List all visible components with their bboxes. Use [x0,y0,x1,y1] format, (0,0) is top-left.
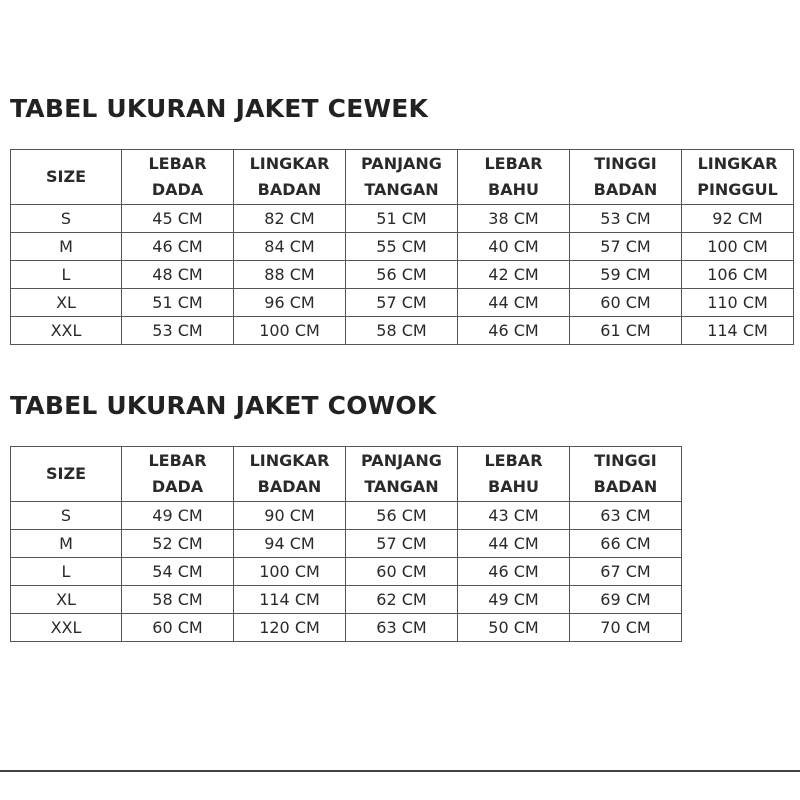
measurement-cell: 114 CM [234,586,346,614]
measurement-cell: 60 CM [570,289,682,317]
measurement-cell: 52 CM [122,530,234,558]
measurement-cell: 100 CM [682,233,794,261]
measurement-cell: 43 CM [458,502,570,530]
size-cell: M [11,530,122,558]
measurement-cell: 96 CM [234,289,346,317]
measurement-cell: 56 CM [346,502,458,530]
measurement-cell: 100 CM [234,558,346,586]
measurement-cell: 100 CM [234,317,346,345]
measurement-cell: 69 CM [570,586,682,614]
measurement-cell: 62 CM [346,586,458,614]
column-header-line: DADA [151,180,204,199]
measurement-cell: 84 CM [234,233,346,261]
size-cell: S [11,205,122,233]
measurement-cell: 44 CM [458,530,570,558]
measurement-cell: 44 CM [458,289,570,317]
column-header-line: BAHU [488,180,539,199]
table-row [11,261,794,289]
table-row [11,205,794,233]
measurement-cell: 82 CM [234,205,346,233]
measurement-cell: 45 CM [122,205,234,233]
column-header-line: DADA [151,477,204,496]
size-cell: XL [11,289,122,317]
table-row [11,530,682,558]
column-header [122,447,234,502]
column-header-line: BADAN [593,180,658,199]
column-header [346,150,458,205]
column-header-line: BADAN [593,477,658,496]
column-header [11,447,122,502]
size-table-cowok [10,446,682,642]
measurement-cell: 56 CM [346,261,458,289]
column-header [11,150,122,205]
column-header-line: SIZE [45,464,86,483]
measurement-cell: 38 CM [458,205,570,233]
measurement-cell: 70 CM [570,614,682,642]
measurement-cell: 53 CM [570,205,682,233]
measurement-cell: 92 CM [682,205,794,233]
measurement-cell: 51 CM [346,205,458,233]
title-jaket-cowok: TABEL UKURAN JAKET COWOK [10,391,437,420]
table-row [11,233,794,261]
column-header-line: PANJANG [361,154,442,173]
header-row [11,447,682,502]
measurement-cell: 63 CM [346,614,458,642]
measurement-cell: 54 CM [122,558,234,586]
measurement-cell: 50 CM [458,614,570,642]
column-header-line: LEBAR [484,154,543,173]
measurement-cell: 94 CM [234,530,346,558]
column-header-line: BADAN [257,180,322,199]
size-cell: XL [11,586,122,614]
measurement-cell: 63 CM [570,502,682,530]
column-header [570,150,682,205]
column-header-line: TINGGI [594,451,657,470]
title-jaket-cewek: TABEL UKURAN JAKET CEWEK [10,94,429,123]
table-header [11,150,794,205]
measurement-cell: 57 CM [346,289,458,317]
size-cell: L [11,261,122,289]
measurement-cell: 67 CM [570,558,682,586]
size-cell: M [11,233,122,261]
measurement-cell: 66 CM [570,530,682,558]
table-header [11,447,682,502]
measurement-cell: 58 CM [122,586,234,614]
column-header [122,150,234,205]
column-header-line: TANGAN [364,180,439,199]
measurement-cell: 46 CM [122,233,234,261]
column-header [234,447,346,502]
column-header-line: LEBAR [148,154,207,173]
measurement-cell: 46 CM [458,558,570,586]
column-header-line: LINGKAR [249,154,330,173]
header-row [11,150,794,205]
table-row [11,586,682,614]
measurement-cell: 106 CM [682,261,794,289]
size-cell: S [11,502,122,530]
table-row [11,502,682,530]
measurement-cell: 59 CM [570,261,682,289]
table-row [11,289,794,317]
size-cell: XXL [11,614,122,642]
column-header-line: LEBAR [148,451,207,470]
measurement-cell: 51 CM [122,289,234,317]
table-body [11,502,682,642]
measurement-cell: 55 CM [346,233,458,261]
measurement-cell: 120 CM [234,614,346,642]
column-header-line: BAHU [488,477,539,496]
measurement-cell: 49 CM [458,586,570,614]
column-header-line: TANGAN [364,477,439,496]
column-header-line: PANJANG [361,451,442,470]
measurement-cell: 42 CM [458,261,570,289]
table-row [11,317,794,345]
measurement-cell: 88 CM [234,261,346,289]
measurement-cell: 110 CM [682,289,794,317]
column-header [458,447,570,502]
column-header [346,447,458,502]
column-header-line: LINGKAR [249,451,330,470]
measurement-cell: 57 CM [570,233,682,261]
measurement-cell: 49 CM [122,502,234,530]
size-table-cewek [10,149,794,345]
column-header-line: LEBAR [484,451,543,470]
measurement-cell: 53 CM [122,317,234,345]
measurement-cell: 46 CM [458,317,570,345]
table-row [11,614,682,642]
table-body [11,205,794,345]
measurement-cell: 60 CM [346,558,458,586]
size-cell: XXL [11,317,122,345]
measurement-cell: 60 CM [122,614,234,642]
measurement-cell: 114 CM [682,317,794,345]
measurement-cell: 90 CM [234,502,346,530]
column-header [570,447,682,502]
measurement-cell: 58 CM [346,317,458,345]
column-header [234,150,346,205]
measurement-cell: 40 CM [458,233,570,261]
column-header-line: PINGGUL [697,180,778,199]
table-row [11,558,682,586]
size-cell: L [11,558,122,586]
measurement-cell: 48 CM [122,261,234,289]
column-header-line: TINGGI [594,154,657,173]
column-header [682,150,794,205]
bottom-divider [0,770,800,772]
column-header-line: SIZE [45,167,86,186]
column-header [458,150,570,205]
measurement-cell: 61 CM [570,317,682,345]
column-header-line: BADAN [257,477,322,496]
measurement-cell: 57 CM [346,530,458,558]
column-header-line: LINGKAR [697,154,778,173]
